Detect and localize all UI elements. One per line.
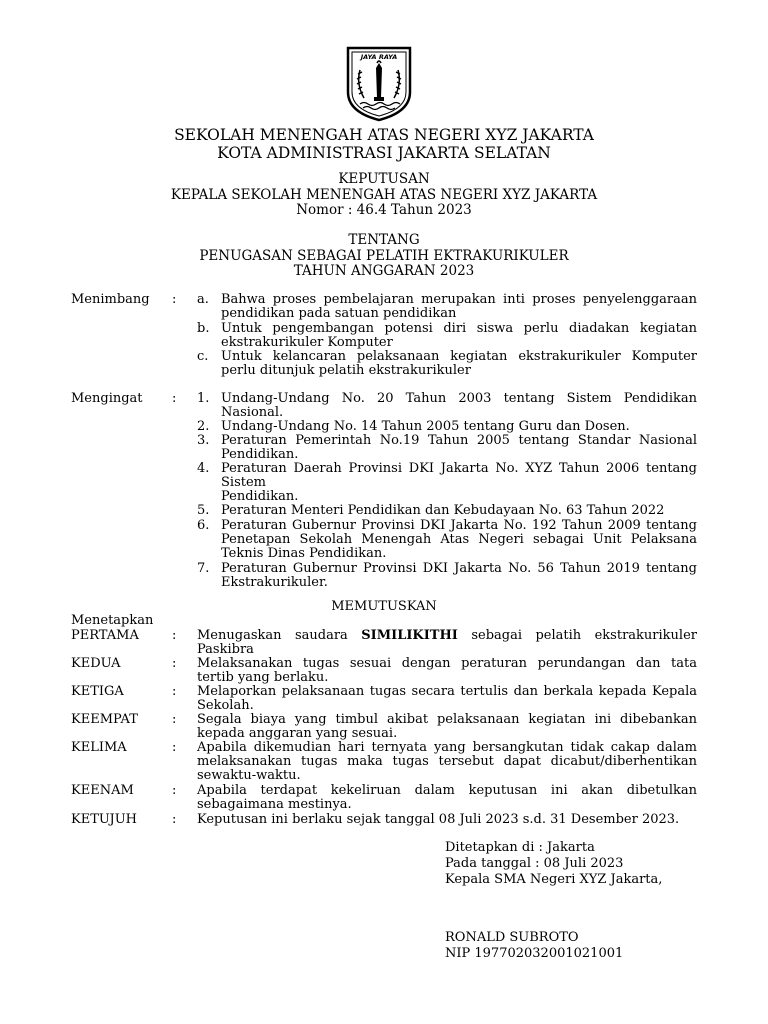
article-line: kepada anggaran yang sesuai.: [197, 726, 398, 741]
decide-heading: MEMUTUSKAN: [331, 599, 437, 614]
list-item-line: Teknis Dinas Pendidikan.: [221, 546, 387, 561]
colon: :: [172, 783, 177, 798]
signatory-nip: NIP 197702032001021001: [445, 946, 624, 961]
list-item-line: Ekstrakurikuler.: [221, 575, 328, 590]
list-item-line: Pendidikan.: [221, 447, 299, 462]
list-item-line: Peraturan Pemerintah No.19 Tahun 2005 tentang Standar Nasional: [221, 433, 697, 448]
colon: :: [172, 740, 177, 755]
list-marker: c.: [197, 349, 209, 364]
article-line: Paskibra: [197, 642, 254, 657]
article-line: sewaktu-waktu.: [197, 768, 301, 783]
decree-type: KEPUTUSAN: [338, 171, 430, 187]
signature-date: Pada tanggal : 08 Juli 2023: [445, 856, 624, 871]
list-item-line: Undang-Undang No. 20 Tahun 2003 tentang Sistem Pendidikan: [221, 391, 697, 406]
list-item-line: Peraturan Menteri Pendidikan dan Kebudayaan No. 63 Tahun 2022: [221, 503, 665, 518]
decree-title: [0, 172, 768, 219]
article-line: melaksanakan tugas maka tugas tersebut dapat dicabut/diberhentikan: [197, 754, 697, 769]
city-name: KOTA ADMINISTRASI JAKARTA SELATAN: [217, 144, 551, 162]
article-line: Melaksanakan tugas sesuai dengan peraturan perundangan dan tata: [197, 656, 697, 671]
decree-issuer: KEPALA SEKOLAH MENENGAH ATAS NEGERI XYZ JAKARTA: [170, 186, 598, 203]
establish-label: Menetapkan: [71, 613, 154, 628]
list-item-line: pendidikan pada satuan pendidikan: [221, 306, 457, 321]
colon: :: [172, 812, 177, 827]
article-line: Segala biaya yang timbul akibat pelaksanaan kegiatan ini dibebankan: [197, 712, 697, 727]
article-line: sebagaimana mestinya.: [197, 797, 352, 812]
list-item-line: Undang-Undang No. 14 Tahun 2005 tentang Guru dan Dosen.: [221, 419, 630, 434]
article-label: KEENAM: [71, 783, 134, 798]
school-name: SEKOLAH MENENGAH ATAS NEGERI XYZ JAKARTA: [174, 126, 594, 144]
article-label: KEEMPAT: [71, 712, 138, 727]
article-line: Apabila dikemudian hari ternyata yang bersangkutan tidak cakap dalam: [197, 740, 697, 755]
list-item-line: Pendidikan.: [221, 489, 299, 504]
letterhead: [0, 126, 768, 162]
list-item-line: Peraturan Gubernur Provinsi DKI Jakarta No. 192 Tahun 2009 tentang: [221, 518, 697, 533]
list-marker: 6.: [197, 518, 210, 533]
signatory: [445, 930, 623, 962]
article-first-line: [197, 629, 697, 643]
signatory-name: RONALD SUBROTO: [445, 930, 579, 945]
list-marker: 3.: [197, 433, 210, 448]
article-line: Keputusan ini berlaku sejak tanggal 08 Juli 2023 s.d. 31 Desember 2023.: [197, 812, 680, 827]
list-item-line: Untuk kelancaran pelaksanaan kegiatan ekstrakurikuler Komputer: [221, 349, 697, 364]
decree-number: Nomor : 46.4 Tahun 2023: [296, 202, 472, 218]
assign-text: Menugaskan saudara: [197, 628, 348, 643]
colon: :: [172, 656, 177, 671]
colon: :: [172, 292, 177, 307]
list-marker: 2.: [197, 419, 210, 434]
subject-line-1: PENUGASAN SEBAGAI PELATIH EKTRAKURIKULER: [199, 247, 569, 264]
list-item-line: Peraturan Gubernur Provinsi DKI Jakarta No. 56 Tahun 2019 tentang: [221, 561, 697, 576]
article-label: KETIGA: [71, 684, 124, 699]
considering-label: Menimbang: [71, 292, 150, 307]
article-label: PERTAMA: [71, 628, 139, 643]
article-label: KETUJUH: [71, 812, 137, 827]
list-item-line: Bahwa proses pembelajaran merupakan inti proses penyelenggaraan: [221, 292, 697, 307]
signature-place: Ditetapkan di : Jakarta: [445, 840, 595, 855]
signature-block: [445, 840, 662, 888]
list-item-line: Peraturan Daerah Provinsi DKI Jakarta No. XYZ Tahun 2006 tentang: [221, 461, 697, 476]
list-item-line: Sistem: [221, 475, 266, 490]
subject-line-2: TAHUN ANGGARAN 2023: [293, 263, 475, 279]
assignee-name: SIMILIKITHI: [361, 628, 458, 643]
article-label: KELIMA: [71, 740, 127, 755]
list-item-line: Nasional.: [221, 405, 284, 420]
colon: :: [172, 628, 177, 643]
list-item-line: Untuk pengembangan potensi diri siswa perlu diadakan kegiatan: [221, 321, 697, 336]
list-marker: 4.: [197, 461, 210, 476]
colon: :: [172, 684, 177, 699]
jakarta-crest-emblem: [346, 46, 412, 122]
remembering-label: Mengingat: [71, 391, 143, 406]
article-label: KEDUA: [71, 656, 121, 671]
colon: :: [172, 712, 177, 727]
article-line: Sekolah.: [197, 698, 254, 713]
colon: :: [172, 391, 177, 406]
list-marker: 5.: [197, 503, 210, 518]
signature-position: Kepala SMA Negeri XYZ Jakarta,: [445, 872, 663, 887]
list-item-line: perlu ditunjuk pelatih ekstrakurikuler: [221, 363, 471, 378]
subject-about: TENTANG: [348, 232, 420, 248]
article-line: Apabila terdapat kekeliruan dalam keputusan ini akan dibetulkan: [197, 783, 697, 798]
list-marker: 1.: [197, 391, 210, 406]
list-marker: a.: [197, 292, 209, 307]
list-item-line: ekstrakurikuler Komputer: [221, 335, 393, 350]
list-marker: b.: [197, 321, 210, 336]
article-line: tertib yang berlaku.: [197, 670, 329, 685]
svg-text:JAYA RAYA: JAYA RAYA: [360, 53, 398, 61]
assign-role: sebagai pelatih ekstrakurikuler: [471, 628, 697, 643]
decree-subject: [0, 233, 768, 280]
list-item-line: Penetapan Sekolah Menengah Atas Negeri sebagai Unit Pelaksana: [221, 532, 697, 547]
list-marker: 7.: [197, 561, 210, 576]
article-line: Melaporkan pelaksanaan tugas secara tertulis dan berkala kepada Kepala: [197, 684, 697, 699]
